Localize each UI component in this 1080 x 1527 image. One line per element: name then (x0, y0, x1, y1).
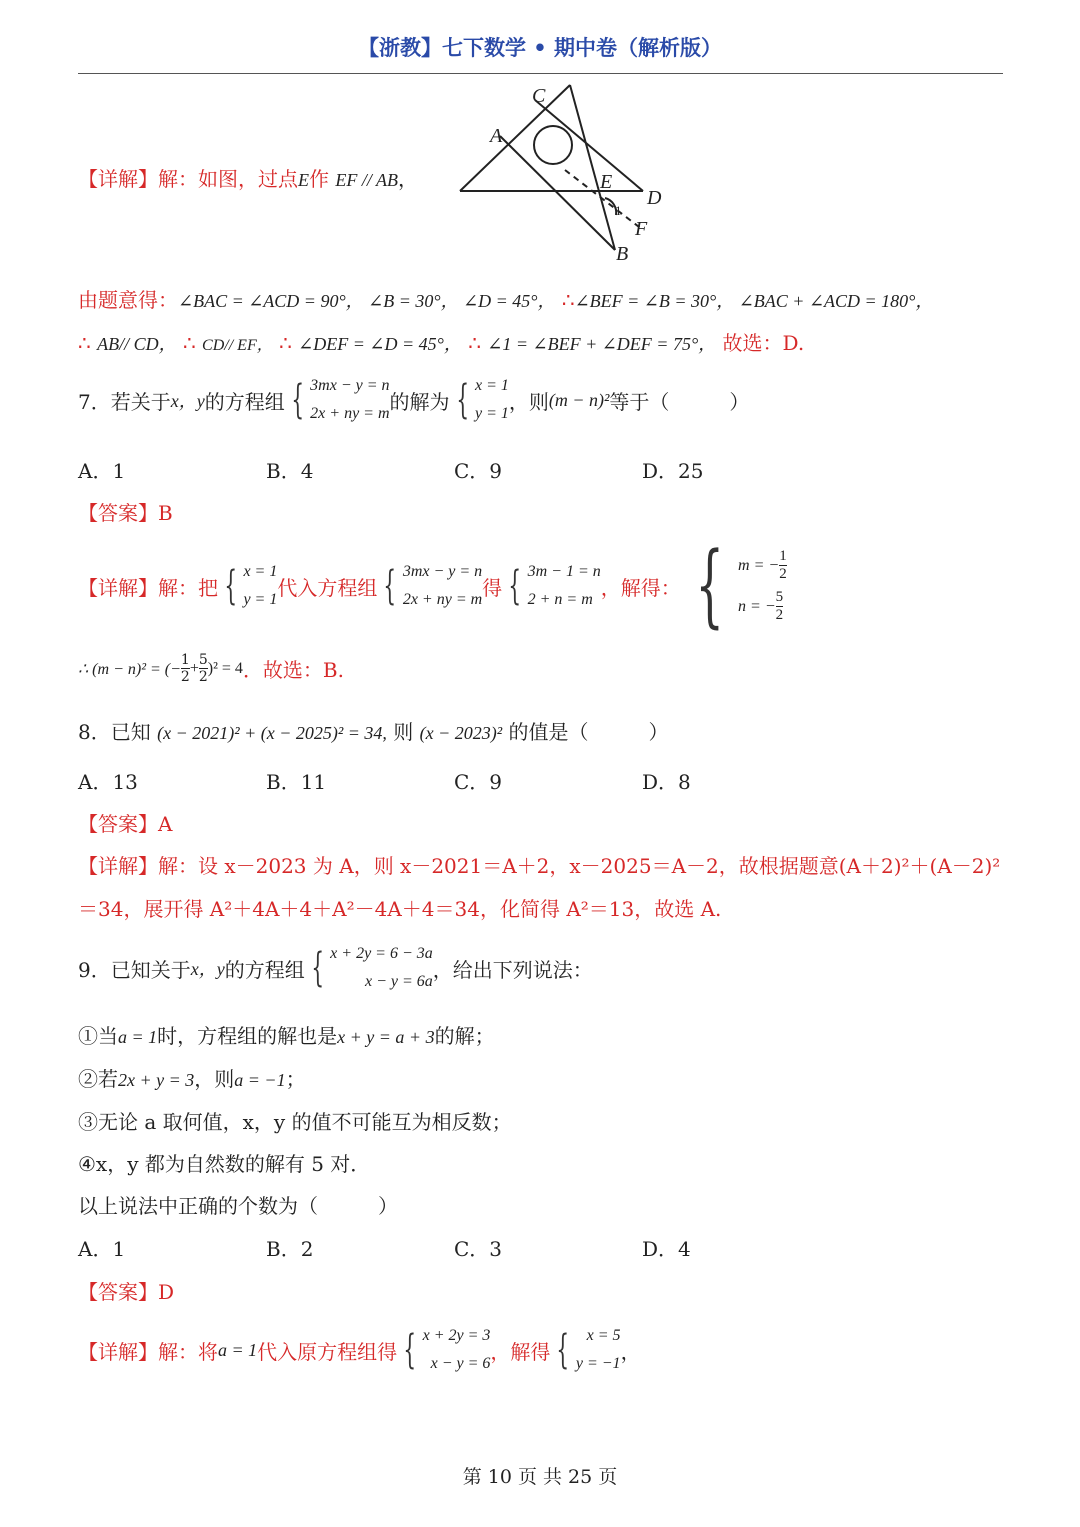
q7-concl-frac2-den: 2 (198, 669, 208, 685)
q6-line2-therefore-4: ∴ (468, 331, 481, 355)
q9-stem-end: ，给出下列说法： (432, 957, 593, 982)
q9-s2-end: ； (285, 1067, 306, 1091)
q9-detail-d: ， (620, 1339, 641, 1364)
q7-concl-pre: ∴ (m − n)² = (− (78, 660, 181, 678)
q6-line1-math2: ∠BEF = ∠B = 30°， ∠BAC + ∠ACD = 180°， (574, 291, 934, 311)
q8-answer: 【答案】A (78, 812, 173, 836)
q8-stem-end: 的值是（ ） (508, 720, 669, 744)
q6-detail-ef: EF // AB (335, 170, 399, 190)
q8-detail-line-1: 【详解】解：设 x－2023 为 A，则 x－2021＝A＋2，x－2025＝A－2，故根据题意(A＋2)²＋(A－2)² (78, 854, 1001, 878)
q6-line1-therefore: ∴ (561, 288, 575, 312)
figure-circle (534, 126, 572, 164)
q7-brace-1: { (291, 377, 304, 423)
q7-detail-d: ，解得： (600, 575, 681, 600)
q7-d-sys3-eq1: 3m − 1 = n (527, 563, 601, 580)
q7-detail-c: 得 (482, 575, 503, 600)
q9-brace: { (311, 945, 324, 991)
q9-s1-mid: 时，方程组的解也是 (157, 1024, 338, 1048)
q9-option-a: A．1 (78, 1237, 126, 1261)
q8-stem-then: 则 (393, 720, 414, 744)
q9-question: 以上说法中正确的个数为（ ） (78, 1194, 398, 1218)
q6-detail-line (78, 163, 418, 192)
q7-sys1-eq1: 3mx − y = n (310, 377, 390, 394)
q7-concl-frac1 (181, 652, 190, 685)
q6-detail-end: ， (398, 167, 419, 191)
q7-d-sys4-eq2 (738, 589, 787, 624)
q8-detail-line-2: ＝34，展开得 A²＋4A＋4＋A²－4A＋4＝34，化简得 A²＝13，故选 A. (78, 897, 722, 921)
q7-concl-frac1-num: 1 (180, 652, 190, 668)
q9-detail-math: a = 1 (218, 1339, 258, 1360)
q9-stem-mid: 的方程组 (224, 957, 305, 982)
q9-s1-pre: ①当 (78, 1024, 118, 1048)
q6-reason-line-1 (78, 284, 933, 313)
q9-detail-brace-2: { (556, 1327, 570, 1373)
q6-line2-math-2: CD// EF， (202, 337, 273, 354)
q6-line2-therefore-3: ∴ (279, 331, 292, 355)
q6-detail-prefix: 【详解】解：如图，过点 (78, 167, 298, 191)
q9-statement-1 (78, 1020, 495, 1049)
q6-line2-end: 故选：D. (722, 331, 805, 355)
q7-stem-expr: (m − n)² (548, 389, 610, 410)
q7-sys2-eq1: x = 1 (474, 377, 509, 394)
q9-s2-pre: ②若 (78, 1067, 118, 1091)
q6-detail-e: E (298, 170, 309, 190)
q9-detail-sys-1 (423, 1322, 491, 1378)
q6-line1-prefix: 由题意得： (78, 288, 178, 312)
q9-sys-eq1: x + 2y = 6 − 3a (330, 945, 433, 962)
q6-detail-mid: 作 (309, 167, 329, 191)
q9-answer: 【答案】D (78, 1280, 175, 1304)
q7-detail (78, 533, 787, 638)
q7-stem-xy: x，y (170, 391, 205, 411)
figure-line-cd (535, 100, 643, 191)
q7-system-1 (310, 372, 389, 428)
q9-s1-math: a = 1 (118, 1027, 158, 1047)
figure-line-cb (570, 85, 615, 250)
q6-line2-math-3: ∠DEF = ∠D = 45°， (298, 334, 462, 354)
q7-d-sys4-frac1 (779, 548, 787, 583)
q7-stem-mid: 的方程组 (204, 389, 285, 414)
q7-d-sys3-eq2: 2 + n = m (527, 591, 593, 608)
label-f: F (635, 218, 648, 240)
q8-stem (78, 716, 669, 745)
q7-sys1-eq2: 2x + ny = m (310, 405, 390, 422)
q9-s2-math: 2x + y = 3 (118, 1070, 195, 1090)
q7-detail-brace-4: { (695, 533, 724, 638)
q9-statement-3: ③无论 a 取何值，x，y 的值不可能互为相反数； (78, 1110, 512, 1134)
q7-detail-sys-1 (243, 558, 277, 614)
q9-d-sys1-eq2: x − y = 6 (430, 1355, 491, 1372)
q7-answer: 【答案】B (78, 501, 173, 525)
q9-stem-pre: 9．已知关于 (78, 957, 191, 982)
q7-d-sys4-frac2-num: 5 (775, 589, 784, 605)
q9-s2-math2: a = −1 (234, 1070, 286, 1090)
q9-detail-b: 代入原方程组得 (257, 1339, 398, 1364)
label-e: E (600, 171, 613, 193)
q6-line2-math-4: ∠1 = ∠BEF + ∠DEF = 75°， (487, 334, 717, 354)
q7-d-sys4-eq2-lhs: n = − (738, 597, 776, 615)
q9-system (330, 940, 433, 996)
q7-brace-2: { (455, 377, 469, 423)
q7-stem-pre: 7．若关于 (78, 389, 171, 414)
q9-d-sys2-eq2: y = −1 (575, 1355, 621, 1372)
q9-sys-eq2: x − y = 6a (364, 973, 433, 990)
q6-line2-therefore-1: ∴ (78, 331, 91, 355)
q9-detail-sys-2 (576, 1322, 621, 1378)
q7-detail-brace-2: { (383, 563, 397, 609)
q7-detail-sys-4 (738, 548, 787, 624)
q7-d-sys2-eq1: 3mx − y = n (402, 563, 483, 580)
q8-stem-expr: (x − 2021)² + (x − 2025)² = 34, (157, 723, 387, 743)
q7-concl-frac2 (199, 652, 208, 685)
q8-option-c: C．9 (454, 770, 503, 794)
q6-line1-math: ∠BAC = ∠ACD = 90°， ∠B = 30°， ∠D = 45°， (178, 291, 556, 311)
label-b: B (616, 243, 629, 265)
q7-detail-a: 【详解】解：把 (78, 575, 218, 600)
q8-option-d: D．8 (642, 770, 691, 794)
q6-reason-line-2 (78, 327, 804, 356)
label-c: C (532, 85, 546, 107)
q7-d-sys4-frac2-den: 2 (775, 607, 784, 623)
q7-system-2 (475, 372, 509, 428)
q7-option-a: A．1 (78, 459, 126, 483)
label-d: D (647, 187, 662, 209)
q7-concl-post: )² = 4 (207, 659, 243, 677)
q9-s1-math2: x + y = a + 3 (337, 1027, 435, 1047)
q7-d-sys1-eq1: x = 1 (243, 563, 278, 580)
label-angle-1: 1 (615, 203, 622, 218)
q7-detail-sys-3 (528, 558, 601, 614)
q7-d-sys1-eq2: y = 1 (243, 591, 278, 608)
q9-option-b: B．2 (266, 1237, 314, 1261)
q9-statement-2 (78, 1063, 306, 1092)
figure-line-ac (460, 85, 570, 191)
q7-detail-sys-2 (403, 558, 482, 614)
q7-stem-then: ，则 (508, 389, 549, 414)
page-footer: 第 10 页 共 25 页 (462, 1466, 618, 1488)
q7-concl-frac1-den: 2 (180, 669, 190, 685)
q7-option-d: D．25 (642, 459, 704, 483)
q7-d-sys4-eq1 (738, 548, 787, 583)
q8-stem-expr2: (x − 2023)² (419, 723, 503, 743)
q7-d-sys4-eq1-lhs: m = − (738, 556, 780, 574)
q7-d-sys4-frac2 (776, 589, 784, 624)
q9-detail (78, 1322, 641, 1378)
q9-stem (78, 940, 593, 996)
q9-option-c: C．3 (454, 1237, 503, 1261)
q7-option-c: C．9 (454, 459, 503, 483)
geometry-figure (455, 80, 685, 270)
q9-statement-4: ④x，y 都为自然数的解有 5 对． (78, 1152, 371, 1176)
q8-option-b: B．11 (266, 770, 327, 794)
q7-sys2-eq2: y = 1 (474, 405, 509, 422)
q9-option-d: D．4 (642, 1237, 691, 1261)
q9-detail-brace-1: { (403, 1327, 417, 1373)
q7-concl-frac2-num: 5 (198, 652, 208, 668)
q7-stem-end: 等于（ ） (609, 389, 750, 414)
q9-s2-mid: ，则 (194, 1067, 235, 1091)
header-rule (78, 73, 1003, 74)
q7-stem (78, 372, 749, 428)
q8-option-a: A．13 (78, 770, 138, 794)
q7-detail-b: 代入方程组 (277, 575, 378, 600)
q7-detail-brace-3: { (508, 563, 522, 609)
q9-s1-end: 的解； (434, 1024, 495, 1048)
q9-detail-a: 【详解】解：将 (78, 1339, 218, 1364)
q9-detail-c: ，解得 (490, 1339, 551, 1364)
label-a: A (490, 125, 503, 147)
q8-stem-pre: 8．已知 (78, 720, 151, 744)
q7-option-b: B．4 (266, 459, 314, 483)
q7-d-sys2-eq2: 2x + ny = m (402, 591, 483, 608)
q6-line2-math-1: AB// CD， (97, 334, 177, 354)
q7-stem-sol: 的解为 (389, 389, 450, 414)
q9-d-sys1-eq1: x + 2y = 3 (422, 1327, 491, 1344)
q7-d-sys4-frac1-den: 2 (779, 566, 787, 582)
q7-concl-plus: + (189, 659, 199, 677)
q7-conclusion (78, 652, 344, 685)
q7-d-sys4-frac1-num: 1 (779, 548, 787, 564)
page-header-title: 【浙教】七下数学 • 期中卷（解析版） (357, 36, 723, 60)
q9-d-sys2-eq1: x = 5 (586, 1327, 621, 1344)
q6-line2-therefore-2: ∴ (182, 331, 196, 355)
q7-detail-brace-1: { (224, 563, 238, 609)
q9-stem-xy: x，y (190, 959, 225, 979)
q7-concl-end: ．故选：B. (242, 658, 344, 682)
